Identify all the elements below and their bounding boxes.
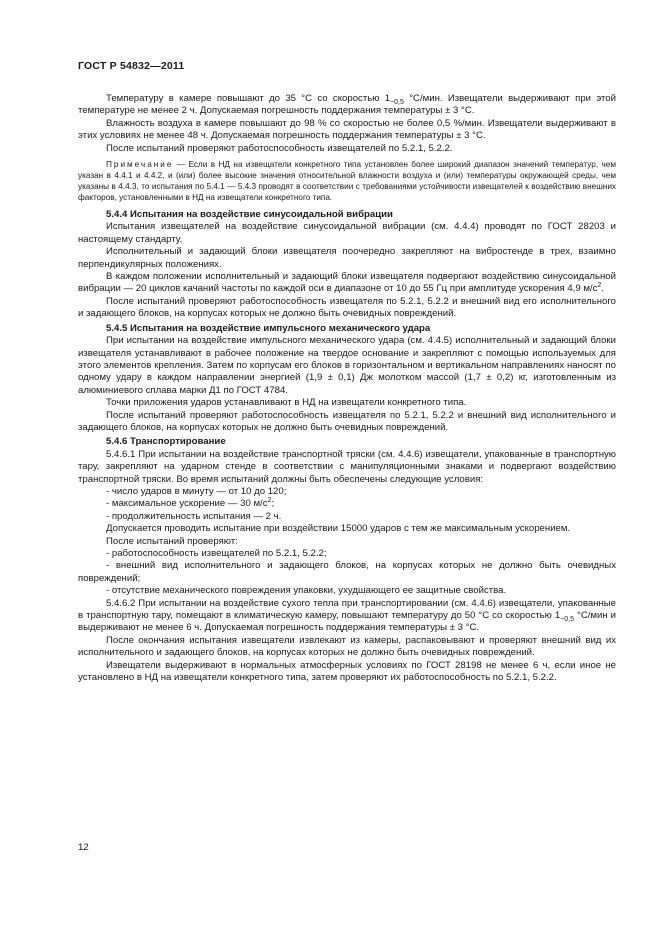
- section-heading-5-4-5: 5.4.5 Испытания на воздействие импульсного механического удара: [106, 322, 431, 334]
- note-label: Примечание: [106, 160, 174, 170]
- paragraph-text: .: [601, 283, 604, 295]
- unit-superscript: 2: [597, 282, 602, 290]
- list-item: - продолжительность испытания — 2 ч.: [106, 510, 282, 522]
- paragraph-temperature: [78, 93, 616, 118]
- list-item: [78, 498, 616, 510]
- paragraph-vibration-cycles: [78, 271, 616, 296]
- paragraph-dry-heat-check: После окончания испытания извещатели извлекают из камеры, распаковывают и проверяют внешний вид их исполнительного и задающего блоков, на корпусах которых не должно быть очевидных повреждений.: [78, 634, 616, 659]
- paragraph-transport-shake: 5.4.6.1 При испытании на воздействие транспортной тряски (см. 4.4.6) извещатели, упакованные в транспортную тару, закрепляют на ударном стенде в соответствии с манипуляционными знаками и подвергают воздействию транспортной тряски. Во время испытаний должны быть обеспечены следующие условия:: [78, 448, 616, 485]
- paragraph-text: °С/мин. Извещатели выдерживают при этой температуре не менее 2 ч. Допускаемая погрешность поддержания температуры ± 3 °С.: [78, 93, 616, 117]
- list-item-text: ;: [271, 498, 275, 510]
- document-header: ГОСТ Р 54832—2011: [78, 60, 185, 72]
- list-item: - число ударов в минуту — от 10 до 120;: [106, 485, 287, 497]
- list-item: - отсутствие механического повреждения упаковки, ухудшающего ее защитные свойства.: [106, 585, 507, 597]
- list-item-text: - максимальное ускорение — 30 м/с: [106, 498, 268, 510]
- paragraph-shock-check: После испытаний проверяют работоспособность извещателя по 5.2.1, 5.2.2 и внешний вид исполнительного и задающего блоков, на корпусах которых не должно быть очевидных повреждений.: [78, 409, 616, 433]
- paragraph-text: В каждом положении исполнительный и задающий блоки извещателя подвергают воздействию синусоидальной вибрации — 20 циклов качаний частоты по каждой оси в диапазоне от 10 до 55 Гц при амплитуде ускорения 4,9 м/с: [78, 271, 616, 295]
- list-item: - работоспособность извещателей по 5.2.1, 5.2.2;: [106, 548, 327, 559]
- rate-tolerance-subscript: −0,5: [390, 98, 404, 106]
- page-number: 12: [78, 842, 89, 853]
- paragraph-vibration-intro: Испытания извещателей на воздействие синусоидальной вибрации (см. 4.4.4) проводят по ГОСТ 28203 и настоящему стандарту.: [78, 221, 616, 245]
- document-body: [78, 93, 616, 684]
- paragraph-shock-procedure: При испытании на воздействие импульсного механического удара (см. 4.4.5) исполнительный и задающий блоки извещателя устанавливают в рабочее положение на твердое основание и закрепляют с помощью используемых для этого элементов крепления. Затем по корпусам его блоков в горизонтальном и вертикальном направлениях наносят по одному удару в каждом направлении энергией (1,9 ± 0,1) Дж молотком массой (1,7 ± 0,2) кг, изготовленным из алюминиевого сплава марки Д1 по ГОСТ 4784.: [78, 335, 616, 396]
- note-text: — Если в НД на извещатели конкретного типа установлен более широкий диапазон значений температур, чем указан в 4.4.1 и 4.4.2, и (или) более высокие значения относительной влажности воздуха и (или) температуры окружающей среды, чем указаны в 4.4.3, то испытания по 5.4.1 — 5.4.3 проводят в соответствии с требованиями устойчивости извещателей к воздействию внешних факторов, установленными в НД на извещатели конкретного типа.: [78, 160, 616, 203]
- paragraph-after-tests: После испытаний проверяют работоспособность извещателей по 5.2.1, 5.2.2.: [106, 142, 453, 154]
- paragraph-vibration-mount: Исполнительный и задающий блоки извещателя поочередно закрепляют на вибростенде в трех, взаимно перпендикулярных положениях.: [78, 246, 616, 270]
- unit-superscript: 2: [267, 497, 272, 505]
- paragraph-transport-check-intro: После испытаний проверяют:: [106, 535, 238, 547]
- section-heading-5-4-4: 5.4.4 Испытания на воздействие синусоидальной вибрации: [106, 209, 393, 221]
- paragraph-vibration-check: После испытаний проверяют работоспособность извещателя по 5.2.1, 5.2.2 и внешний вид его исполнительного и задающего блоков, на корпусах которых не должно быть очевидных повреждений.: [78, 295, 616, 320]
- note-paragraph: [78, 159, 616, 203]
- section-heading-5-4-6: 5.4.6 Транспортирование: [106, 436, 226, 448]
- paragraph-text: 5.4.6.2 При испытании на воздействие сухого тепла при транспортировании (см. 4.4.6) извещатели, упакованные в транспортную тару, помещают в климатическую камеру, повышают температуру до 50 °С со скоростью 1: [78, 597, 616, 622]
- paragraph-dry-heat: [78, 598, 616, 635]
- paragraph-transport-allowed: Допускается проводить испытание при воздействии 15000 ударов с тем же максимальным ускорением.: [106, 523, 571, 535]
- paragraph-normal-conditions: Извещатели выдерживают в нормальных атмосферных условиях по ГОСТ 28198 не менее 6 ч, если иное не установлено в НД на извещатели конкретного типа, затем проверяют их работоспособность по 5.2.1, 5.2.2.: [78, 659, 616, 684]
- paragraph-text: Температуру в камере повышают до 35 °С со скоростью 1: [106, 93, 391, 104]
- rate-tolerance-subscript: −0,5: [560, 615, 574, 623]
- paragraph-text: °С/мин и выдерживают не менее 6 ч. Допускаемая погрешность поддержания температуры ± 3 °С.: [78, 610, 616, 634]
- list-item: - внешний вид исполнительного и задающего блоков, на корпусах которых не должно быть очевидных повреждений;: [78, 560, 616, 584]
- paragraph-humidity: Влажность воздуха в камере повышают до 98 % со скоростью не более 0,5 %/мин. Извещатели выдерживают в этих условиях не менее 48 ч. Допускаемая погрешность поддержания температуры ± 3 °С.: [78, 117, 616, 142]
- paragraph-shock-points: Точки приложения ударов устанавливают в НД на извещатели конкретного типа.: [106, 397, 467, 409]
